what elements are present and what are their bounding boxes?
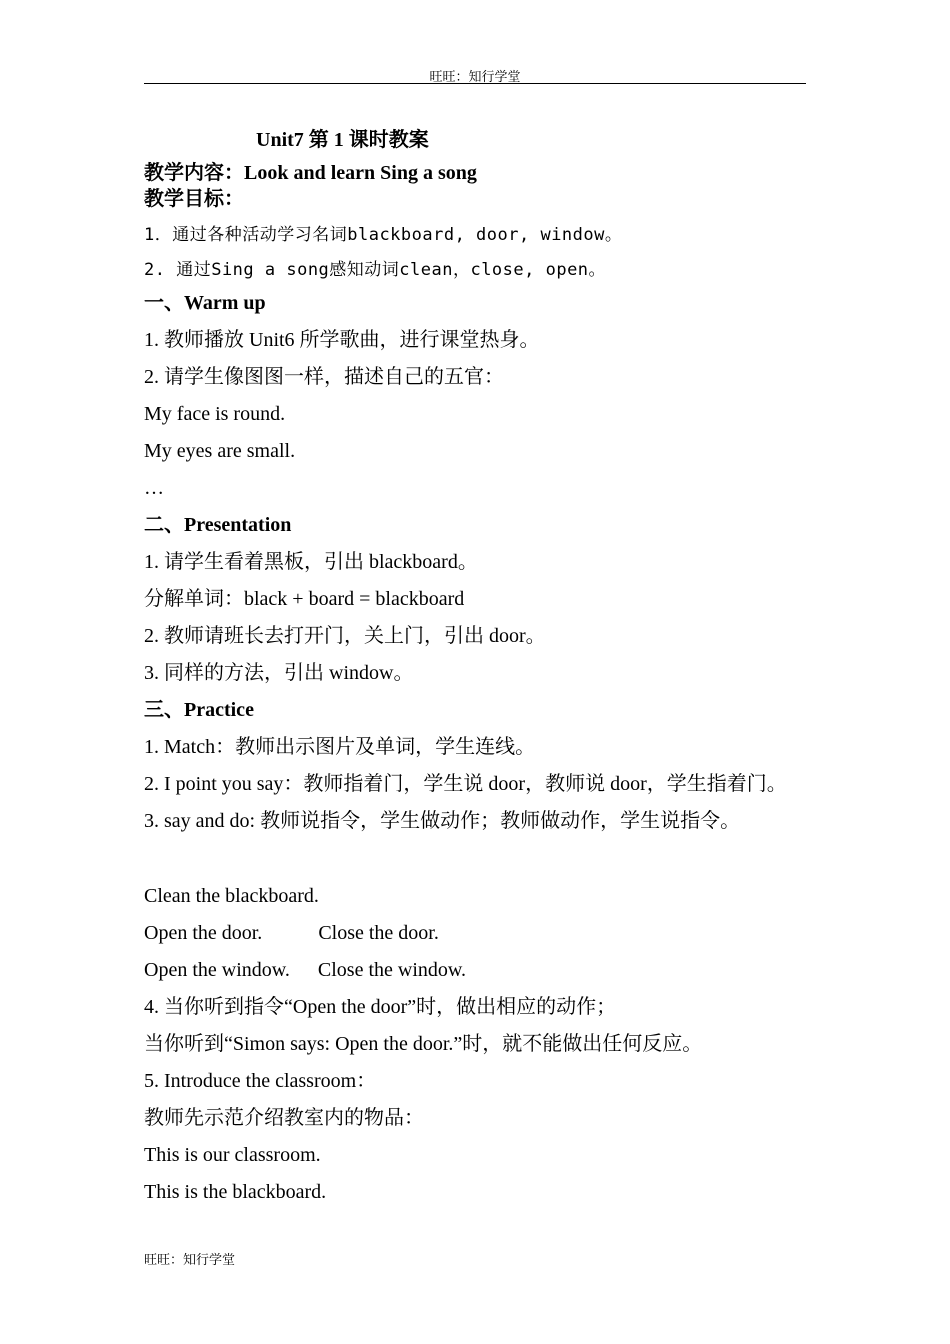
teaching-content: 教学内容：Look and learn Sing a song — [144, 162, 477, 184]
command-sentence: Close the window. — [317, 959, 467, 981]
goal-item: 1．通过各种活动学习名词blackboard, door, window。 — [144, 225, 623, 245]
list-item: 2. 请学生像图图一样，描述自己的五官： — [144, 366, 504, 388]
header-divider — [144, 83, 806, 84]
goal-item: 2. 通过Sing a song感知动词clean，close, open。 — [144, 260, 607, 280]
list-item: 3. 同样的方法，引出 window。 — [144, 662, 414, 684]
command-sentence: Close the door. — [318, 922, 439, 944]
document-title: Unit7 第 1 课时教案 — [256, 129, 429, 151]
command-sentence: Clean the blackboard. — [144, 885, 319, 907]
section-heading-practice: 三、Practice — [144, 699, 254, 721]
example-sentence: This is the blackboard. — [144, 1181, 327, 1203]
list-item: 2. 教师请班长去打开门，关上门，引出 door。 — [144, 625, 546, 647]
blank-line — [144, 840, 834, 878]
list-item: 5. Introduce the classroom： — [144, 1070, 377, 1092]
list-item: 1. Match：教师出示图片及单词，学生连线。 — [144, 736, 536, 758]
list-item-continuation: 教师先示范介绍教室内的物品： — [144, 1107, 424, 1129]
word-breakdown: 分解单词：black + board = blackboard — [144, 588, 465, 610]
section-heading-warmup: 一、Warm up — [144, 292, 266, 314]
example-sentence: This is our classroom. — [144, 1144, 321, 1166]
page-footer: 旺旺：知行学堂 — [144, 1253, 236, 1268]
document-body — [144, 160, 834, 1211]
command-sentence: Open the door. — [144, 922, 263, 944]
example-sentence: My eyes are small. — [144, 440, 296, 462]
teaching-goals-label: 教学目标： — [144, 188, 244, 210]
list-item: 3. say and do: 教师说指令，学生做动作；教师做动作，学生说指令。 — [144, 810, 741, 832]
list-item: 1. 教师播放 Unit6 所学歌曲，进行课堂热身。 — [144, 329, 540, 351]
ellipsis: … — [144, 477, 164, 499]
command-sentence: Open the window. — [144, 959, 290, 981]
command-row — [144, 915, 834, 952]
list-item: 2. I point you say：教师指着门，学生说 door，教师说 door，学生指着门。 — [144, 773, 787, 795]
section-heading-presentation: 二、Presentation — [144, 514, 292, 536]
list-item: 4. 当你听到指令“Open the door”时，做出相应的动作； — [144, 996, 617, 1018]
example-sentence: My face is round. — [144, 403, 286, 425]
list-item: 1. 请学生看着黑板，引出 blackboard。 — [144, 551, 478, 573]
list-item-continuation: 当你听到“Simon says: Open the door.”时，就不能做出任何反应。 — [144, 1033, 703, 1055]
page-header: 旺旺：知行学堂 — [429, 70, 521, 85]
command-row — [144, 952, 834, 989]
